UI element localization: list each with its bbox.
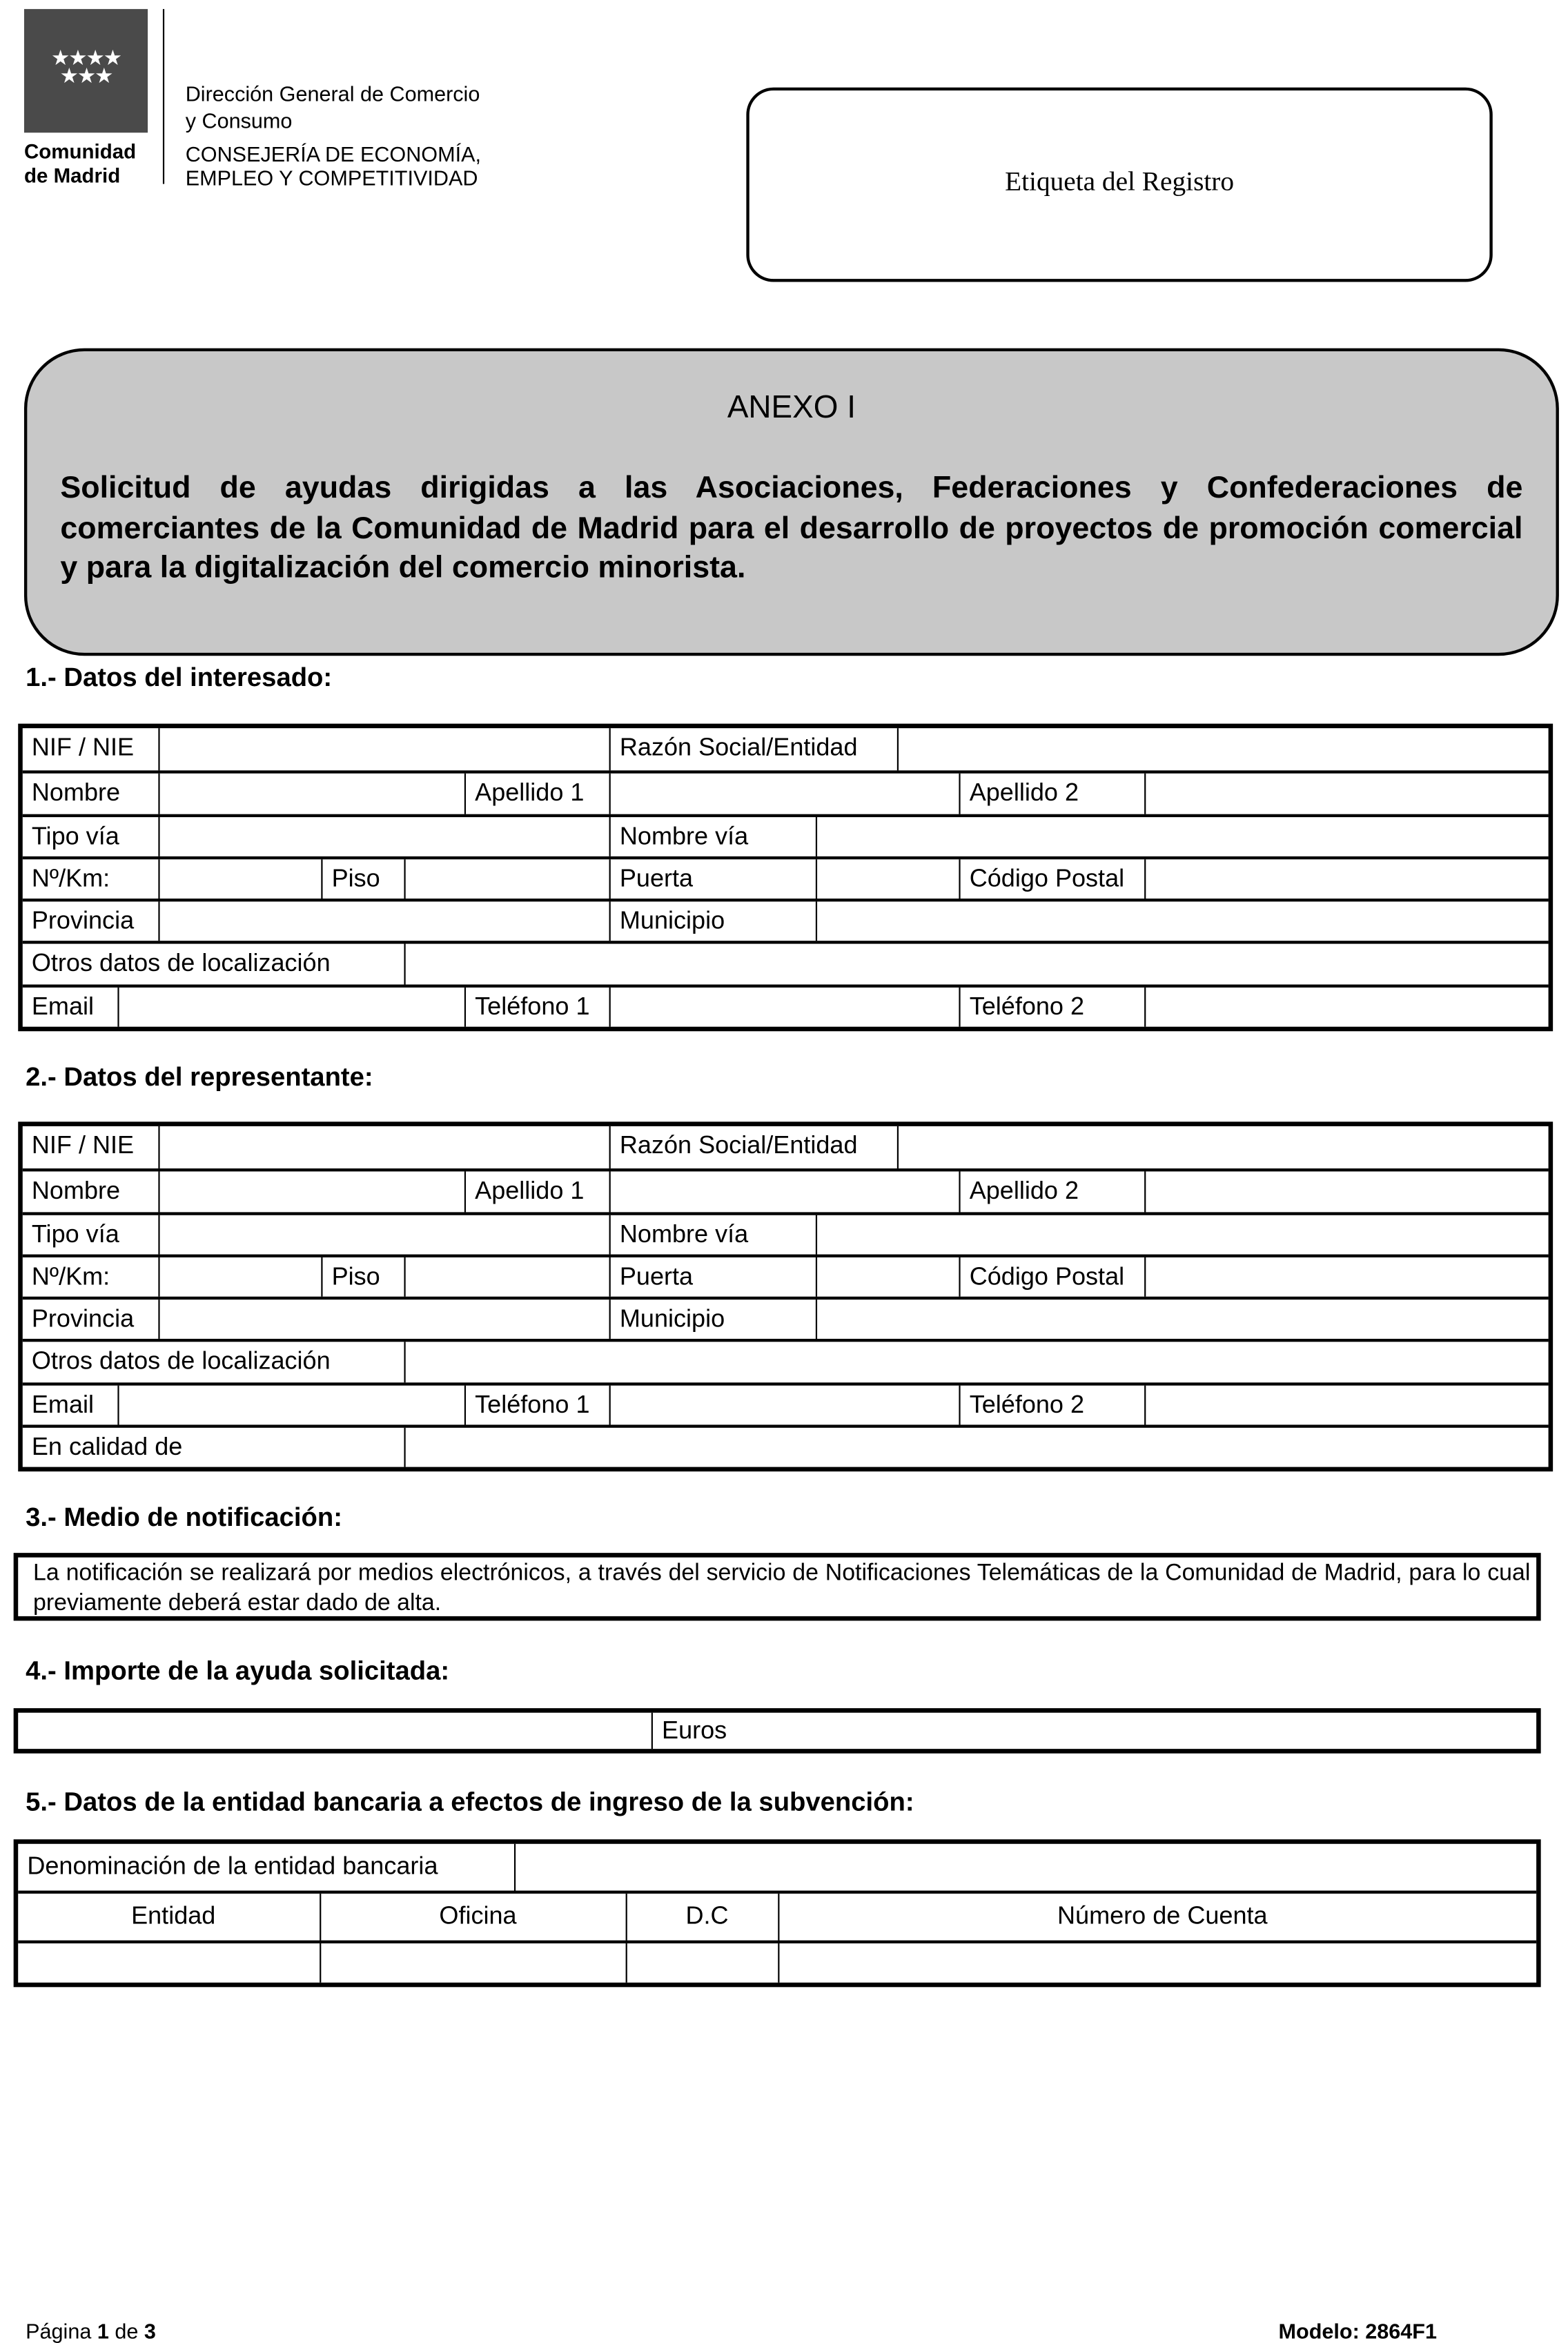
page-total: 3	[144, 2318, 156, 2343]
consejeria	[186, 141, 481, 190]
table-row	[23, 899, 1549, 941]
table-row	[23, 856, 1549, 899]
telefono1-field[interactable]	[609, 987, 959, 1026]
label: Provincia	[31, 1306, 135, 1333]
label: Teléfono 2	[959, 987, 1144, 1026]
municipio-field[interactable]	[816, 902, 1549, 941]
table-row	[23, 1340, 1549, 1382]
puerta-field[interactable]	[816, 859, 959, 899]
registro-label-box: Etiqueta del Registro	[746, 88, 1492, 282]
label: Otros datos de localización	[31, 1349, 331, 1376]
label: Teléfono 2	[959, 1385, 1144, 1424]
label: Denominación de la entidad bancaria	[27, 1852, 438, 1881]
label: Apellido 1	[464, 774, 609, 813]
nombre-field[interactable]	[158, 1172, 464, 1211]
label: Municipio	[609, 902, 816, 941]
tipo-via-field[interactable]	[158, 1215, 609, 1254]
cp-field[interactable]	[1144, 859, 1548, 899]
label: Teléfono 1	[464, 1385, 609, 1424]
label: Piso	[321, 859, 404, 899]
label: Apellido 2	[959, 1172, 1144, 1211]
label: Código Postal	[959, 1257, 1144, 1297]
telefono2-field[interactable]	[1144, 1385, 1548, 1424]
razon-field[interactable]	[897, 1126, 1549, 1169]
label: Apellido 2	[959, 774, 1144, 813]
piso-field[interactable]	[404, 1257, 609, 1297]
table-row	[23, 771, 1549, 814]
form-title: Solicitud de ayudas dirigidas a las Asociaciones, Federaciones y Confederaciones de comerciantes de la Comunidad de Madrid para el desarrollo de proyectos de promoción comercial y para la digitalización del comercio minorista.	[60, 470, 1523, 585]
label: En calidad de	[31, 1433, 183, 1462]
provincia-field[interactable]	[158, 902, 609, 941]
page-of: de	[108, 2318, 144, 2343]
stars-icon: ★★★★ ★★★	[51, 45, 121, 88]
comunidad-madrid-logo	[24, 9, 148, 133]
page-current: 1	[97, 2318, 109, 2343]
consejeria-line1: CONSEJERÍA DE ECONOMÍA,	[185, 141, 481, 166]
col-oficina: Oficina	[320, 1894, 625, 1941]
provincia-field[interactable]	[158, 1300, 609, 1340]
nombre-via-field[interactable]	[816, 1215, 1549, 1254]
nif-field[interactable]	[158, 1126, 609, 1169]
label: NIF / NIE	[31, 1132, 135, 1159]
bank-table	[14, 1839, 1541, 1988]
col-dc: D.C	[626, 1894, 778, 1941]
otros-field[interactable]	[404, 1342, 1548, 1382]
label: Nº/Km:	[31, 1263, 110, 1291]
label: Puerta	[609, 859, 816, 899]
numero-cuenta-field[interactable]	[778, 1943, 1536, 1983]
table-row	[23, 1425, 1549, 1468]
razon-field[interactable]	[897, 728, 1549, 771]
logo-line2: de Madrid	[23, 164, 121, 187]
table-row	[23, 1382, 1549, 1425]
table-row	[23, 984, 1549, 1027]
title-box	[24, 349, 1559, 656]
dept-line2: y Consumo	[185, 108, 293, 133]
nombre-via-field[interactable]	[816, 816, 1549, 856]
table-row	[23, 941, 1549, 984]
label: Nombre	[31, 780, 121, 807]
consejeria-line2: EMPLEO Y COMPETITIVIDAD	[185, 166, 478, 190]
label: NIF / NIE	[31, 734, 135, 762]
anexo-label: ANEXO I	[727, 390, 856, 426]
section4-title: 4.- Importe de la ayuda solicitada:	[26, 1655, 450, 1686]
table-row	[23, 1169, 1549, 1212]
table-row	[23, 814, 1549, 856]
entidad-field[interactable]	[18, 1943, 320, 1983]
section5-title: 5.- Datos de la entidad bancaria a efectos de ingreso de la subvención:	[26, 1786, 914, 1817]
interesado-table	[18, 724, 1553, 1032]
col-entidad: Entidad	[131, 1902, 216, 1930]
nombre-field[interactable]	[158, 774, 464, 813]
label: Nº/Km:	[31, 865, 110, 893]
section1-title: 1.- Datos del interesado:	[26, 662, 333, 692]
label: Razón Social/Entidad	[609, 728, 897, 771]
label: Municipio	[609, 1300, 816, 1340]
label: Tipo vía	[31, 822, 119, 850]
table-row	[18, 1941, 1536, 1983]
euros-label: Euros	[651, 1713, 1536, 1749]
municipio-field[interactable]	[816, 1300, 1549, 1340]
importe-field[interactable]	[18, 1713, 651, 1749]
email-field[interactable]	[117, 987, 464, 1026]
label: Nombre	[31, 1177, 121, 1206]
table-row	[23, 1297, 1549, 1340]
page-prefix: Página	[26, 2318, 97, 2343]
page-number	[26, 2319, 156, 2343]
department	[186, 80, 480, 135]
email-field[interactable]	[117, 1385, 464, 1424]
puerta-field[interactable]	[816, 1257, 959, 1297]
piso-field[interactable]	[404, 859, 609, 899]
cp-field[interactable]	[1144, 1257, 1548, 1297]
label: Puerta	[609, 1257, 816, 1297]
representante-table	[18, 1121, 1553, 1472]
num-field[interactable]	[158, 1257, 321, 1297]
label: Teléfono 1	[464, 987, 609, 1026]
oficina-field[interactable]	[320, 1943, 625, 1983]
table-row	[23, 1126, 1549, 1169]
label: Nombre vía	[609, 1215, 816, 1254]
table-row	[23, 1254, 1549, 1297]
telefono2-field[interactable]	[1144, 987, 1548, 1026]
col-numero-cuenta: Número de Cuenta	[778, 1894, 1536, 1941]
apellido2-field[interactable]	[1144, 774, 1548, 813]
table-row	[23, 1212, 1549, 1255]
divider	[163, 9, 164, 184]
table-row	[18, 1890, 1536, 1940]
importe-box	[14, 1708, 1541, 1754]
apellido1-field[interactable]	[609, 1172, 959, 1211]
num-field[interactable]	[158, 859, 321, 899]
apellido1-field[interactable]	[609, 774, 959, 813]
tipo-via-field[interactable]	[158, 816, 609, 856]
label: Razón Social/Entidad	[609, 1126, 897, 1169]
section3-title: 3.- Medio de notificación:	[26, 1501, 342, 1532]
label: Email	[31, 993, 95, 1021]
en-calidad-field[interactable]	[404, 1428, 1548, 1467]
label: Nombre vía	[609, 816, 816, 856]
nif-field[interactable]	[158, 728, 609, 771]
notification-text: La notificación se realizará por medios electrónicos, a través del servicio de Notificaciones Telemáticas de la Comunidad de Madrid, para lo cual previamente deberá estar dado de alta.	[14, 1553, 1541, 1620]
dept-line1: Dirección General de Comercio	[185, 81, 480, 106]
table-row	[23, 728, 1549, 771]
label: Código Postal	[959, 859, 1144, 899]
model-number: Modelo: 2864F1	[1278, 2318, 1437, 2343]
section2-title: 2.- Datos del representante:	[26, 1061, 373, 1092]
logo-text	[24, 140, 136, 188]
table-row	[18, 1844, 1536, 1891]
label: Otros datos de localización	[31, 950, 331, 978]
label: Piso	[321, 1257, 404, 1297]
denominacion-field[interactable]	[514, 1844, 1536, 1891]
label: Tipo vía	[31, 1220, 119, 1248]
label: Apellido 1	[464, 1172, 609, 1211]
label: Provincia	[31, 908, 135, 935]
telefono1-field[interactable]	[609, 1385, 959, 1424]
logo-line1: Comunidad	[23, 140, 137, 163]
apellido2-field[interactable]	[1144, 1172, 1548, 1211]
otros-field[interactable]	[404, 945, 1548, 984]
label: Email	[31, 1391, 95, 1419]
dc-field[interactable]	[626, 1943, 778, 1983]
